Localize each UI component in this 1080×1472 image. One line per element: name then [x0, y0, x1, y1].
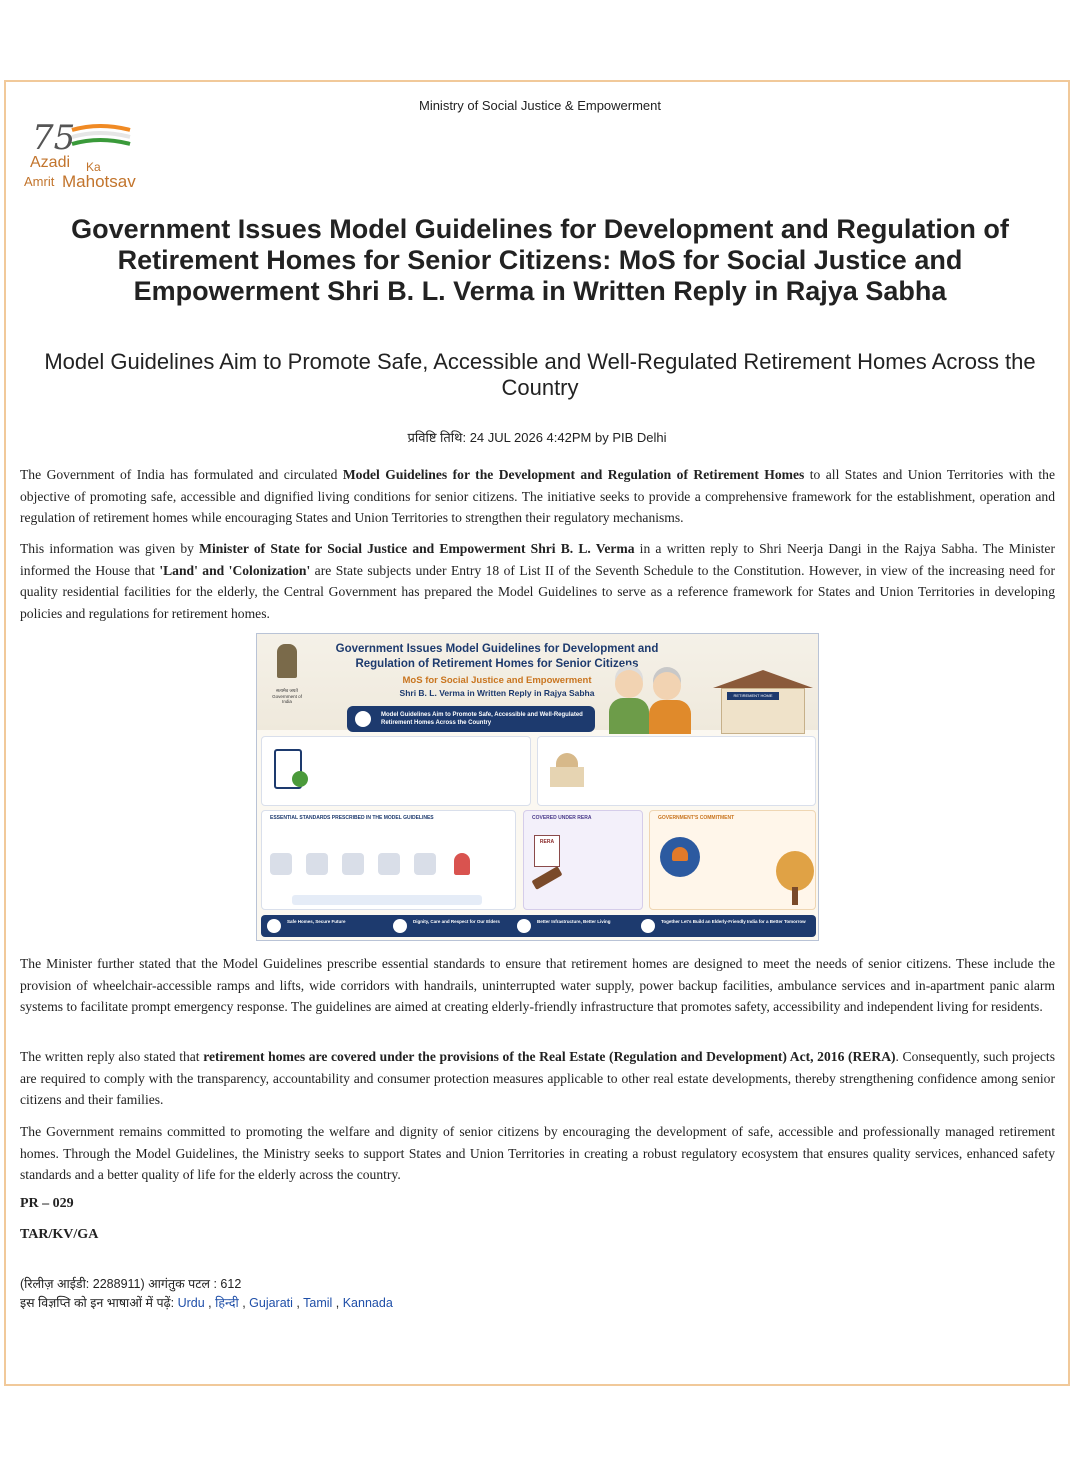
footer-item-together: Together Let's Build an Elderly-Friendly India for a Better Tomorrow: [639, 919, 809, 933]
page-title: Government Issues Model Guidelines for Development and Regulation of Retirement Homes for Senior Citizens: MoS for Social Justice and Empowerment Shri B. L. Verma in Written Reply in Rajya Sabha: [71, 214, 1009, 306]
infographic-title: Government Issues Model Guidelines for Development and Regulation of Retirement Homes for Senior Citizens: [335, 643, 659, 670]
lang-link-gujarati[interactable]: Gujarati: [249, 1296, 293, 1310]
posted-date: प्रविष्टि तिथि: 24 JUL 2026 4:42PM by PIB Delhi: [407, 430, 667, 445]
water-tap-icon: [342, 853, 364, 875]
paragraph-4: The written reply also stated that retirement homes are covered under the provisions of the Real Estate (Regulation and Development) Act, 2016 (RERA). Consequently, such projects are required to comply with the transparency, accountability and consumer protection measures applicable to other real estate developments, thereby strengthening confidence among senior citizens and their families.: [20, 1049, 1055, 1107]
standards-box: ESSENTIAL STANDARDS PRESCRIBED IN THE MODEL GUIDELINES: [261, 810, 516, 910]
page-subtitle: Model Guidelines Aim to Promote Safe, Accessible and Well-Regulated Retirement Homes Across the Country: [44, 349, 1036, 400]
rera-document-icon: RERA: [534, 835, 560, 867]
infographic-info-box: [537, 736, 816, 806]
logo-azadi: Azadi: [30, 154, 71, 171]
building-icon: [517, 919, 531, 933]
language-links: इस विज्ञप्ति को इन भाषाओं में पढ़ें: Urdu , हिन्दी , Gujarati , Tamil , Kannada: [20, 1296, 393, 1310]
footer-item-dignity: Dignity, Care and Respect for Our Elders: [391, 919, 501, 933]
people-icon: [393, 919, 407, 933]
initials-code: TAR/KV/GA: [20, 1227, 99, 1242]
power-backup-icon: [378, 853, 400, 875]
heart-icon: [672, 847, 688, 861]
check-shield-icon: [292, 771, 308, 787]
footer-item-infrastructure: Better Infrastructure, Better Living: [515, 919, 625, 933]
house-icon: [355, 711, 371, 727]
parliament-icon: [550, 753, 584, 789]
paragraph-2: This information was given by Minister of State for Social Justice and Empowerment Shri B. L. Verma in a written reply to Shri Neerja Dangi in the Rajya Sabha. The Minister informed the House that 'Land' and 'Colonization' are State subjects under Entry 18 of List II of the Seventh Schedule to the Constitution. However, in view of the increasing need for quality residential facilities for the elderly, the Central Government has prepared the Model Guidelines to serve as a reference framework for States and Union Territories in developing policies and regulations for retirement homes.: [20, 541, 1055, 621]
panic-alarm-icon: [454, 853, 470, 875]
lang-link-urdu[interactable]: Urdu: [177, 1296, 205, 1310]
logo-number: 75: [32, 118, 76, 158]
elderly-couple-illustration: [607, 664, 697, 734]
shield-icon: [267, 919, 281, 933]
rera-box: COVERED UNDER RERA RERA: [523, 810, 643, 910]
infographic-header: [257, 634, 819, 730]
gavel-icon: [532, 866, 563, 890]
infographic-intro-box: [261, 736, 531, 806]
handrail-icon: [306, 853, 328, 875]
lang-link-kannada[interactable]: Kannada: [342, 1296, 393, 1310]
infographic-image: [256, 633, 819, 941]
infographic-mos: MoS for Social Justice and Empowerment: [402, 675, 592, 686]
paragraph-3: The Minister further stated that the Model Guidelines prescribe essential standards to ensure that retirement homes are designed to meet the needs of senior citizens. These include the provision of wheelchair-accessible ramps and lifts, wide corridors with handrails, uninterrupted water supply, power backup facilities, ambulance services and in-apartment panic alarm systems to facilitate prompt emergency response. The guidelines are aimed at creating elderly-friendly infrastructure that promotes safety, accessibility and independent living for residents.: [20, 956, 1055, 1014]
logo-ka: Ka: [86, 160, 101, 174]
infographic-mos-reply: Shri B. L. Verma in Written Reply in Rajya Sabha: [399, 688, 595, 698]
standards-icons: [270, 853, 510, 883]
retirement-home-illustration: RETIREMENT HOME: [713, 670, 813, 734]
release-id: (रिलीज़ आईडी: 2288911) आगंतुक पटल : 612: [20, 1277, 242, 1291]
infographic-footer: [261, 915, 816, 937]
tree-icon: [776, 851, 814, 891]
elders-icon: [641, 919, 655, 933]
tricolour-swoosh-icon: [70, 124, 132, 148]
paragraph-5: The Government remains committed to promoting the welfare and dignity of senior citizens by encouraging the development of safe, accessible and professionally managed retirement homes. Through the Model Guidelines, the Ministry seeks to support States and Union Territories in creating a robust regulatory ecosystem that ensures quality services, enhanced safety standards and a better quality of life for the elderly across the country.: [20, 1124, 1055, 1182]
azadi-ka-amrit-mahotsav-logo: [22, 118, 162, 194]
ministry-name: Ministry of Social Justice & Empowerment: [418, 98, 662, 113]
logo-amrit: Amrit: [24, 174, 55, 189]
press-release-code: PR – 029: [20, 1196, 74, 1211]
lang-link-tamil[interactable]: Tamil: [303, 1296, 333, 1310]
paragraph-1: The Government of India has formulated and circulated Model Guidelines for the Development and Regulation of Retirement Homes to all States and Union Territories with the objective of promoting safe, accessible and dignified living conditions for senior citizens. The initiative seeks to provide a comprehensive framework for the establishment, operation and regulation of retirement homes while encouraging States and Union Territories to strengthen their regulatory mechanisms.: [20, 467, 1056, 525]
logo-mahotsav: Mahotsav: [62, 172, 136, 191]
lang-link-hindi[interactable]: हिन्दी: [215, 1296, 239, 1310]
wheelchair-icon: [270, 853, 292, 875]
national-emblem-icon: सत्यमेव जयते Government of India: [267, 644, 307, 714]
footer-item-safe-homes: Safe Homes, Secure Future: [265, 919, 375, 933]
commitment-box: GOVERNMENT'S COMMITMENT: [649, 810, 816, 910]
infographic-banner: Model Guidelines Aim to Promote Safe, Accessible and Well-Regulated Retirement Homes Across the Country: [347, 706, 595, 732]
ambulance-icon: [414, 853, 436, 875]
